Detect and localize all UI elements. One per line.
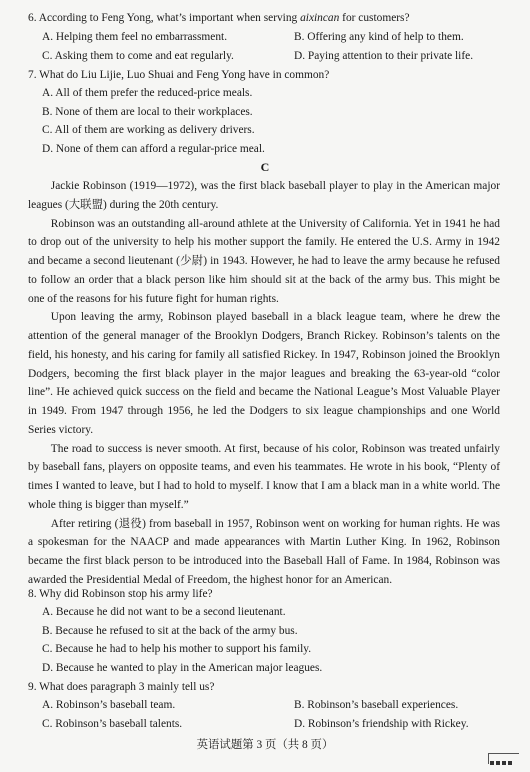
- question-7-option-a: A. All of them prefer the reduced-price meals.: [42, 87, 253, 99]
- question-7-stem: 7. What do Liu Lijie, Luo Shuai and Feng Yong have in common?: [28, 69, 330, 81]
- question-6-option-b: B. Offering any kind of help to them.: [294, 31, 464, 43]
- question-9-option-a: A. Robinson’s baseball team.: [42, 699, 176, 711]
- question-6-stem-before: 6. According to Feng Yong, what’s important when serving: [28, 12, 301, 24]
- question-6-option-a: A. Helping them feel no embarrassment.: [42, 31, 228, 43]
- passage-paragraph-2: Robinson was an outstanding all-around athlete at the University of California. Yet in 1941 he had to drop out of the university to help his mother support the family. He entered the U.S. Army in 1942 and became a second lieutenant (少尉) in 1943. However, he had to leave the army because he refused to follow an order that a black person like him should sit at the back of the army bus. This might be one of the reasons for his future fight for human rights.: [28, 217, 500, 305]
- question-8-option-b: B. Because he refused to sit at the back of the army bus.: [42, 625, 298, 637]
- question-6-stem: [28, 11, 410, 25]
- question-8-option-a: A. Because he did not want to be a second lieutenant.: [42, 606, 286, 618]
- passage-paragraph-5: After retiring (退役) from baseball in 1957, Robinson went on working for human rights. He was a spokesman for the NAACP and made appearances with Martin Luther King. In 1962, Robinson became the first black person to be introduced into the Baseball Hall of Fame. In 1984, Robinson was awarded the Presidential Medal of Freedom, the highest honor for an American.: [28, 517, 500, 586]
- passage-paragraph-3: Upon leaving the army, Robinson played baseball in a black league team, where he drew the attention of the general manager of the Brooklyn Dodgers, Branch Rickey. Robinson’s talents on the field, his honesty, and his caring for family all satisfied Rickey. In 1947, Robinson joined the Brooklyn Dodgers, becoming the first black player in the major leagues and breaking the 63-year-old “color line”. He achieved quick success on the field and became the National League’s Most Valuable Player in 1949. From 1947 through 1956, he led the Dodgers to six league championships and one World Series victory.: [28, 311, 500, 436]
- question-8-stem: 8. Why did Robinson stop his army life?: [28, 588, 213, 600]
- passage-paragraph-4: The road to success is never smooth. At first, because of his color, Robinson was treated unfairly by baseball fans, players on opposite teams, and even his teammates. He wrote in his book, “Plenty of times I wanted to leave, but I had to hold to myself. I know that I am a black man in a white world. The whole thing is bigger than myself.”: [28, 442, 500, 511]
- question-7-option-c: C. All of them are working as delivery drivers.: [42, 124, 255, 136]
- question-9-stem: 9. What does paragraph 3 mainly tell us?: [28, 681, 215, 693]
- qr-code-icon: [488, 753, 519, 764]
- question-8-option-d: D. Because he wanted to play in the American major leagues.: [42, 662, 323, 674]
- question-9-option-c: C. Robinson’s baseball talents.: [42, 718, 183, 730]
- passage-paragraph-1: Jackie Robinson (1919—1972), was the first black baseball player to play in the American major leagues (大联盟) during the 20th century.: [28, 180, 500, 211]
- question-8-option-c: C. Because he had to help his mother to support his family.: [42, 643, 312, 655]
- question-6-option-d: D. Paying attention to their private life.: [294, 50, 474, 62]
- question-9-option-b: B. Robinson’s baseball experiences.: [294, 699, 459, 711]
- question-7-option-b: B. None of them are local to their workplaces.: [42, 106, 253, 118]
- question-6-option-c: C. Asking them to come and eat regularly.: [42, 50, 234, 62]
- section-label: C: [260, 160, 270, 174]
- question-6-stem-after: for customers?: [339, 12, 410, 24]
- question-7-option-d: D. None of them can afford a regular-price meal.: [42, 143, 265, 155]
- passage: [28, 177, 500, 590]
- question-9-option-d: D. Robinson’s friendship with Rickey.: [294, 718, 469, 730]
- page-footer: 英语试题第 3 页（共 8 页）: [196, 739, 334, 751]
- question-6-stem-term: aixincan: [300, 12, 340, 24]
